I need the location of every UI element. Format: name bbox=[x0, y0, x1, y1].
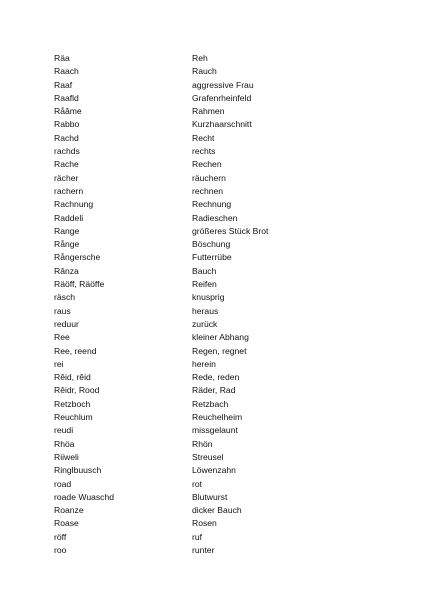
dialect-term: Ringlbuusch bbox=[54, 465, 102, 476]
glossary-row bbox=[54, 238, 384, 251]
dialect-term: road bbox=[54, 478, 72, 489]
dialect-term: Råâme bbox=[54, 106, 82, 117]
dialect-term: Ree, reend bbox=[54, 345, 97, 356]
german-translation: Rahmen bbox=[192, 106, 225, 117]
dialect-term: Rêid, rêid bbox=[54, 372, 91, 383]
dialect-term: Roanze bbox=[54, 505, 84, 516]
german-translation: Recht bbox=[192, 132, 215, 143]
glossary-row bbox=[54, 225, 384, 238]
german-translation: Futterrübe bbox=[192, 252, 232, 263]
german-translation: missgelaunt bbox=[192, 425, 238, 436]
dialect-term: reduur bbox=[54, 318, 79, 329]
german-translation: rechts bbox=[192, 146, 216, 157]
german-translation: Reuchelheim bbox=[192, 412, 243, 423]
german-translation: größeres Stück Brot bbox=[192, 225, 269, 236]
glossary-row bbox=[54, 331, 384, 344]
german-translation: Kurzhaarschnitt bbox=[192, 119, 252, 130]
dialect-term: Rhöa bbox=[54, 438, 75, 449]
dialect-term: roade Wuaschd bbox=[54, 491, 115, 502]
german-translation: Rhön bbox=[192, 438, 213, 449]
glossary-row bbox=[54, 265, 384, 278]
german-translation: herein bbox=[192, 358, 216, 369]
glossary-row bbox=[54, 145, 384, 158]
dialect-term: räsch bbox=[54, 292, 76, 303]
dialect-term: Rachnung bbox=[54, 199, 94, 210]
glossary-row bbox=[54, 65, 384, 78]
german-translation: Rede, reden bbox=[192, 372, 240, 383]
glossary-row bbox=[54, 371, 384, 384]
german-translation: Löwenzahn bbox=[192, 465, 236, 476]
dialect-term: Rache bbox=[54, 159, 79, 170]
german-translation: knusprig bbox=[192, 292, 225, 303]
glossary-row bbox=[54, 531, 384, 544]
dialect-term: rächer bbox=[54, 172, 79, 183]
glossary-row bbox=[54, 358, 384, 371]
glossary-row bbox=[54, 212, 384, 225]
dialect-term: Räöff, Räöffe bbox=[54, 279, 105, 290]
dialect-term: Ree bbox=[54, 332, 70, 343]
german-translation: heraus bbox=[192, 305, 219, 316]
german-translation: aggressive Frau bbox=[192, 79, 254, 90]
glossary-row bbox=[54, 172, 384, 185]
dialect-term: Rångersche bbox=[54, 252, 101, 263]
glossary-row bbox=[54, 517, 384, 530]
dialect-term: Räa bbox=[54, 53, 70, 63]
glossary-row bbox=[54, 118, 384, 131]
glossary-row bbox=[54, 544, 384, 557]
glossary-row bbox=[54, 251, 384, 264]
glossary-row bbox=[54, 411, 384, 424]
german-translation: Rechen bbox=[192, 159, 222, 170]
dialect-term: röff bbox=[54, 531, 67, 542]
glossary-row bbox=[54, 504, 384, 517]
german-translation: Rauch bbox=[192, 66, 217, 77]
dialect-term: Raddeli bbox=[54, 212, 84, 223]
german-translation: rechnen bbox=[192, 185, 224, 196]
german-translation: dicker Bauch bbox=[192, 505, 242, 516]
dialect-term: rachds bbox=[54, 146, 80, 157]
dialect-term: Rânza bbox=[54, 265, 79, 276]
glossary-row bbox=[54, 105, 384, 118]
glossary-row bbox=[54, 424, 384, 437]
german-translation: Rosen bbox=[192, 518, 217, 529]
german-translation: räuchern bbox=[192, 172, 226, 183]
glossary-row bbox=[54, 278, 384, 291]
glossary-list bbox=[54, 52, 384, 557]
dialect-term: rachern bbox=[54, 185, 84, 196]
glossary-row bbox=[54, 384, 384, 397]
glossary-row bbox=[54, 185, 384, 198]
dialect-term: Rachd bbox=[54, 132, 79, 143]
glossary-row bbox=[54, 79, 384, 92]
german-translation: Retzbach bbox=[192, 398, 229, 409]
german-translation: Grafenrheinfeld bbox=[192, 92, 252, 103]
german-translation: Böschung bbox=[192, 239, 231, 250]
glossary-row bbox=[54, 438, 384, 451]
dialect-term: Raach bbox=[54, 66, 79, 77]
glossary-row bbox=[54, 92, 384, 105]
glossary-row bbox=[54, 345, 384, 358]
glossary-row bbox=[54, 198, 384, 211]
german-translation: kleiner Abhang bbox=[192, 332, 249, 343]
dialect-term: Raafld bbox=[54, 92, 79, 103]
dialect-term: Rabbo bbox=[54, 119, 80, 130]
german-translation: Rechnung bbox=[192, 199, 232, 210]
german-translation: Streusel bbox=[192, 451, 224, 462]
german-translation: rot bbox=[192, 478, 203, 489]
german-translation: Reh bbox=[192, 53, 208, 63]
glossary-row bbox=[54, 132, 384, 145]
glossary-row bbox=[54, 305, 384, 318]
dialect-term: rei bbox=[54, 358, 64, 369]
german-translation: Reifen bbox=[192, 279, 217, 290]
glossary-row bbox=[54, 158, 384, 171]
german-translation: Bauch bbox=[192, 265, 217, 276]
glossary-row bbox=[54, 398, 384, 411]
dialect-term: Raaf bbox=[54, 79, 73, 90]
glossary-row bbox=[54, 491, 384, 504]
dialect-term: roo bbox=[54, 544, 67, 555]
dialect-term: Riiweli bbox=[54, 451, 79, 462]
dialect-term: Reuchlum bbox=[54, 412, 93, 423]
dialect-term: Range bbox=[54, 225, 80, 236]
german-translation: Radieschen bbox=[192, 212, 238, 223]
dialect-term: Roase bbox=[54, 518, 79, 529]
dialect-term: Retzboch bbox=[54, 398, 91, 409]
german-translation: Blutwurst bbox=[192, 491, 228, 502]
dialect-term: Rêidr, Rood bbox=[54, 385, 100, 396]
german-translation: Räder, Rad bbox=[192, 385, 236, 396]
dialect-term: reudi bbox=[54, 425, 74, 436]
glossary-row bbox=[54, 291, 384, 304]
glossary-row bbox=[54, 52, 384, 65]
german-translation: ruf bbox=[192, 531, 203, 542]
glossary-row bbox=[54, 464, 384, 477]
german-translation: runter bbox=[192, 544, 215, 555]
dialect-term: raus bbox=[54, 305, 71, 316]
german-translation: Regen, regnet bbox=[192, 345, 247, 356]
german-translation: zurück bbox=[192, 318, 218, 329]
glossary-row bbox=[54, 451, 384, 464]
dialect-term: Rånge bbox=[54, 239, 80, 250]
glossary-row bbox=[54, 478, 384, 491]
glossary-row bbox=[54, 318, 384, 331]
